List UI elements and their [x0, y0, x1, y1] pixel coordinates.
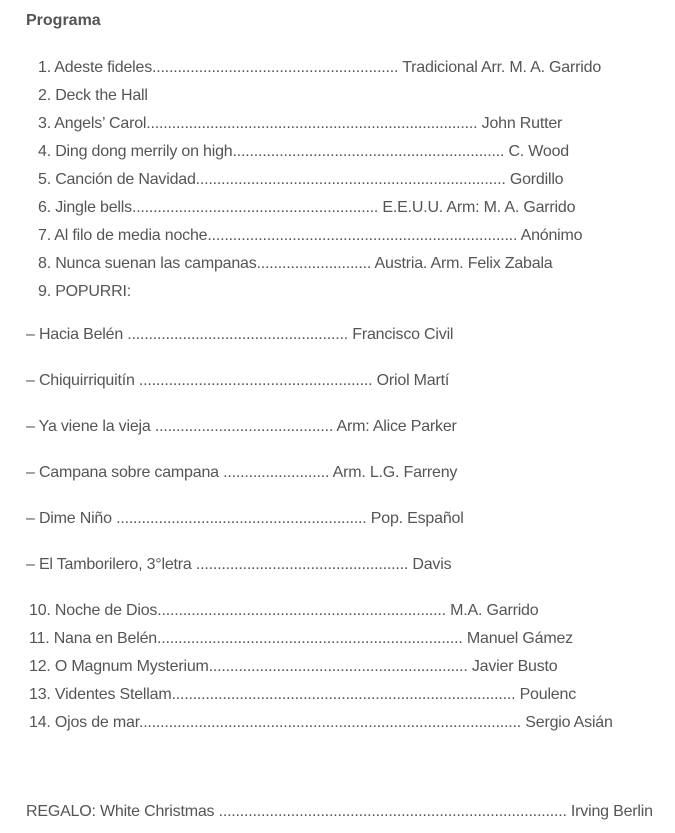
program-item-6: 6. Jingle bells.......................................................... E.E.U.U. Arm: M. A. Garrido	[38, 199, 576, 216]
program-item-2: 2. Deck the Hall	[38, 87, 148, 104]
potpourri-item-6: – El Tamborilero, 3°letra .................................................. Davis	[26, 556, 452, 573]
potpourri-item-2: – Chiquirriquitín ....................................................... Oriol Martí	[26, 372, 450, 389]
program-item-5: 5. Canción de Navidad......................................................................... Gordillo	[38, 171, 564, 188]
program-item-10: 10. Noche de Dios.................................................................... M.A. Garrido	[29, 602, 539, 619]
potpourri-item-1: – Hacia Belén .................................................... Francisco Civil	[26, 326, 454, 343]
potpourri-item-3: – Ya viene la vieja .......................................... Arm: Alice Parker	[26, 418, 457, 435]
program-item-14: 14. Ojos de mar.......................................................................................... Sergio Asián	[29, 714, 613, 731]
potpourri-item-5: – Dime Niño ........................................................... Pop. Español	[26, 510, 464, 527]
program-item-11: 11. Nana en Belén........................................................................ Manuel Gámez	[29, 630, 573, 647]
program-item-1: 1. Adeste fideles.......................................................... Tradicional Arr. M. A. Garrido	[38, 59, 602, 76]
program-item-3: 3. Angels’ Carol.............................................................................. John Rutter	[38, 115, 563, 132]
program-item-4: 4. Ding dong merrily on high................................................................ C. Wood	[38, 143, 570, 160]
program-item-9: 9. POPURRI:	[38, 283, 131, 300]
program-item-13: 13. Videntes Stellam................................................................................. Poulenc	[29, 686, 576, 703]
page-title: Programa	[26, 12, 101, 29]
potpourri-item-4: – Campana sobre campana ......................... Arm. L.G. Farreny	[26, 464, 458, 481]
gift-item: REGALO: White Christmas .................................................................................. Irving Berlin	[26, 803, 653, 820]
program-item-12: 12. O Magnum Mysterium............................................................. Javier Busto	[29, 658, 558, 675]
program-item-7: 7. Al filo de media noche......................................................................... Anónimo	[38, 227, 583, 244]
program-item-8: 8. Nunca suenan las campanas........................... Austria. Arm. Felix Zabala	[38, 255, 553, 272]
